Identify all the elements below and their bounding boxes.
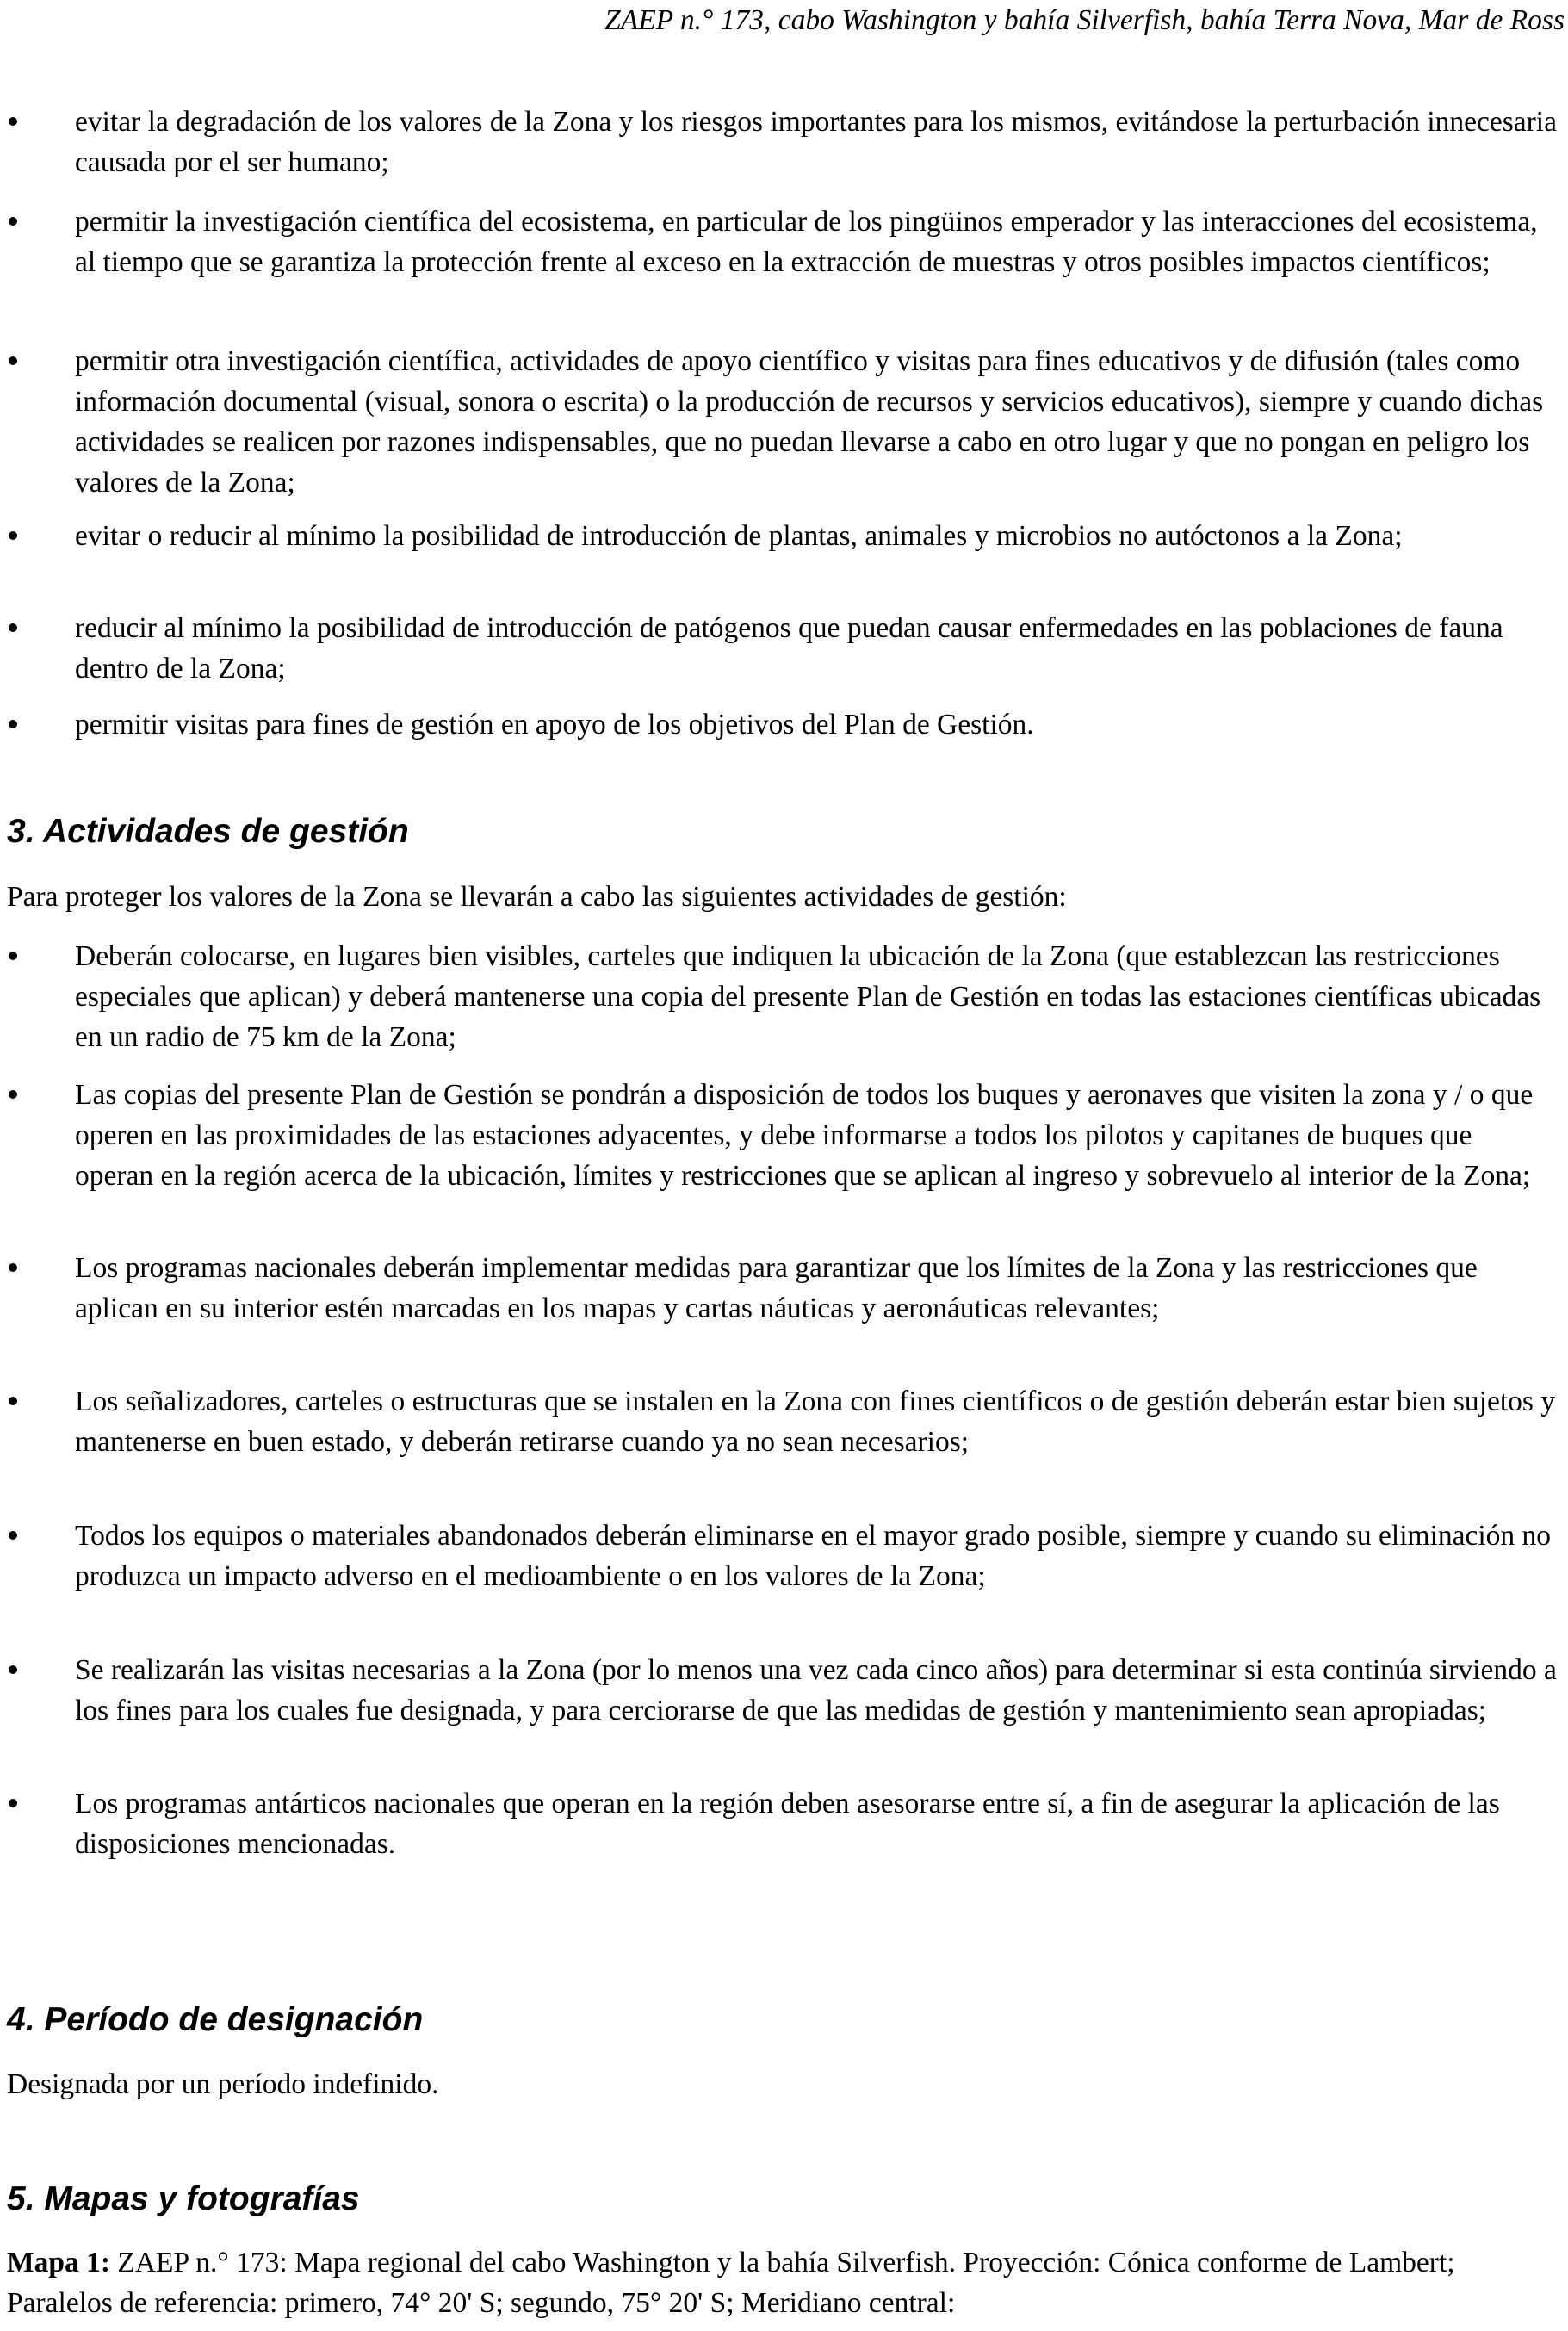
list-item [0,1783,1557,1869]
list-item [0,102,1557,201]
section-heading: 4. Período de designación [7,2001,424,2038]
bullet-icon [9,1090,17,1099]
list-item-text: evitar o reducir al mínimo la posibilidad de introducción de plantas, animales y microbios no autóctonos a la Zona; [75,520,1403,552]
list-item-text: permitir otra investigación científica, actividades de apoyo científico y visitas para fines educativos y de difusión (tales como información documental (visual, sonora o escrita) o la producción de recursos y servicios educativos), siempre y cuando dichas actividades se realicen por razones indispensables, que no puedan llevarse a cabo en otro lugar y que no pongan en peligro los valores de la Zona; [75,345,1544,499]
list-item [0,341,1557,516]
list-item-text: Los señalizadores, carteles o estructuras que se instalen en la Zona con fines científicos o de gestión deberán estar bien sujetos y mantenerse en buen estado, y deberán retirarse cuando ya no sean necesarios; [75,1386,1556,1458]
list-item [0,516,1557,608]
list-item-text: evitar la degradación de los valores de la Zona y los riesgos importantes para los mismos, evitándose la perturbación innecesaria causada por el ser humano; [75,106,1557,178]
bullet-icon [9,1397,17,1405]
running-header: ZAEP n.° 173, cabo Washington y bahía Silverfish, bahía Terra Nova, Mar de Ross [604,4,1565,36]
bullet-icon [9,531,17,540]
list-item-text: Todos los equipos o materiales abandonados deberán eliminarse en el mayor grado posible, siempre y cuando su eliminación no produzca un impacto adverso en el medioambiente o en los valores de la Zona; [75,1520,1552,1592]
designation-text: Designada por un período indefinido. [7,2068,439,2100]
map-caption-text: ZAEP n.° 173: Mapa regional del cabo Washington y la bahía Silverfish. Proyección: Cónica conforme de Lambert; Paralelos de referencia: primero, 74° 20' S; segundo, 75° 20' S; Meridiano central: [7,2247,1455,2319]
bullet-icon [9,952,17,960]
list-item-text: Deberán colocarse, en lugares bien visibles, carteles que indiquen la ubicación de la Zona (que establezcan las restricciones especiales que aplican) y deberá mantenerse una copia del presente Plan de Gestión en todas las estaciones científicas ubicadas en un radio de 75 km de la Zona; [75,940,1541,1053]
list-item [0,1650,1557,1783]
bullet-icon [9,217,17,226]
bullet-icon [9,356,17,365]
list-item [0,201,1557,341]
list-item-text: Las copias del presente Plan de Gestión se pondrán a disposición de todos los buques y aeronaves que visiten la zona y / o que operen en las proximidades de las estaciones adyacentes, y debe informarse a todos los pilotos y capitanes de buques que operan en la región acerca de la ubicación, límites y restricciones que se aplican al ingreso y sobrevuelo al interior de la Zona; [75,1079,1534,1192]
list-item [0,936,1557,1075]
list-item-text: Los programas nacionales deberán implementar medidas para garantizar que los límites de la Zona y las restricciones que aplican en su interior estén marcadas en los mapas y cartas náuticas y aeronáuticas relevantes; [75,1252,1478,1324]
map-caption [7,2242,1562,2323]
bullet-icon [9,1263,17,1272]
bullet-icon [9,1531,17,1540]
bullet-icon [9,720,17,728]
list-item [0,704,1557,747]
map-caption-label: Mapa 1: [7,2247,111,2278]
list-item [0,1381,1557,1516]
list-item-text: Se realizarán las visitas necesarias a la Zona (por lo menos una vez cada cinco años) para determinar si esta continúa sirviendo a los fines para los cuales fue designada, y para cerciorarse de que las medidas de gestión y mantenimiento sean apropiadas; [75,1654,1557,1727]
management-activities-list [0,936,1557,1869]
list-item [0,1248,1557,1381]
list-item-text: permitir visitas para fines de gestión en apoyo de los objetivos del Plan de Gestión. [75,709,1034,741]
bullet-icon [9,1665,17,1674]
list-item-text: reducir al mínimo la posibilidad de introducción de patógenos que puedan causar enfermedades en las poblaciones de fauna dentro de la Zona; [75,612,1503,685]
bullet-icon [9,117,17,126]
list-item [0,608,1557,704]
list-item-text: permitir la investigación científica del ecosistema, en particular de los pingüinos emperador y las interacciones del ecosistema, al tiempo que se garantiza la protección frente al exceso en la extracción de muestras y otros posibles impactos científicos; [75,206,1538,278]
bullet-icon [9,1799,17,1807]
section-intro: Para proteger los valores de la Zona se llevarán a cabo las siguientes actividades de gestión: [7,881,1067,913]
bullet-icon [9,623,17,632]
section-heading: 5. Mapas y fotografías [7,2180,360,2217]
list-item [0,1516,1557,1650]
section-heading: 3. Actividades de gestión [7,813,409,850]
list-item-text: Los programas antárticos nacionales que operan en la región deben asesorarse entre sí, a fin de asegurar la aplicación de las disposiciones mencionadas. [75,1788,1500,1860]
objectives-list [0,102,1557,747]
list-item [0,1075,1557,1248]
